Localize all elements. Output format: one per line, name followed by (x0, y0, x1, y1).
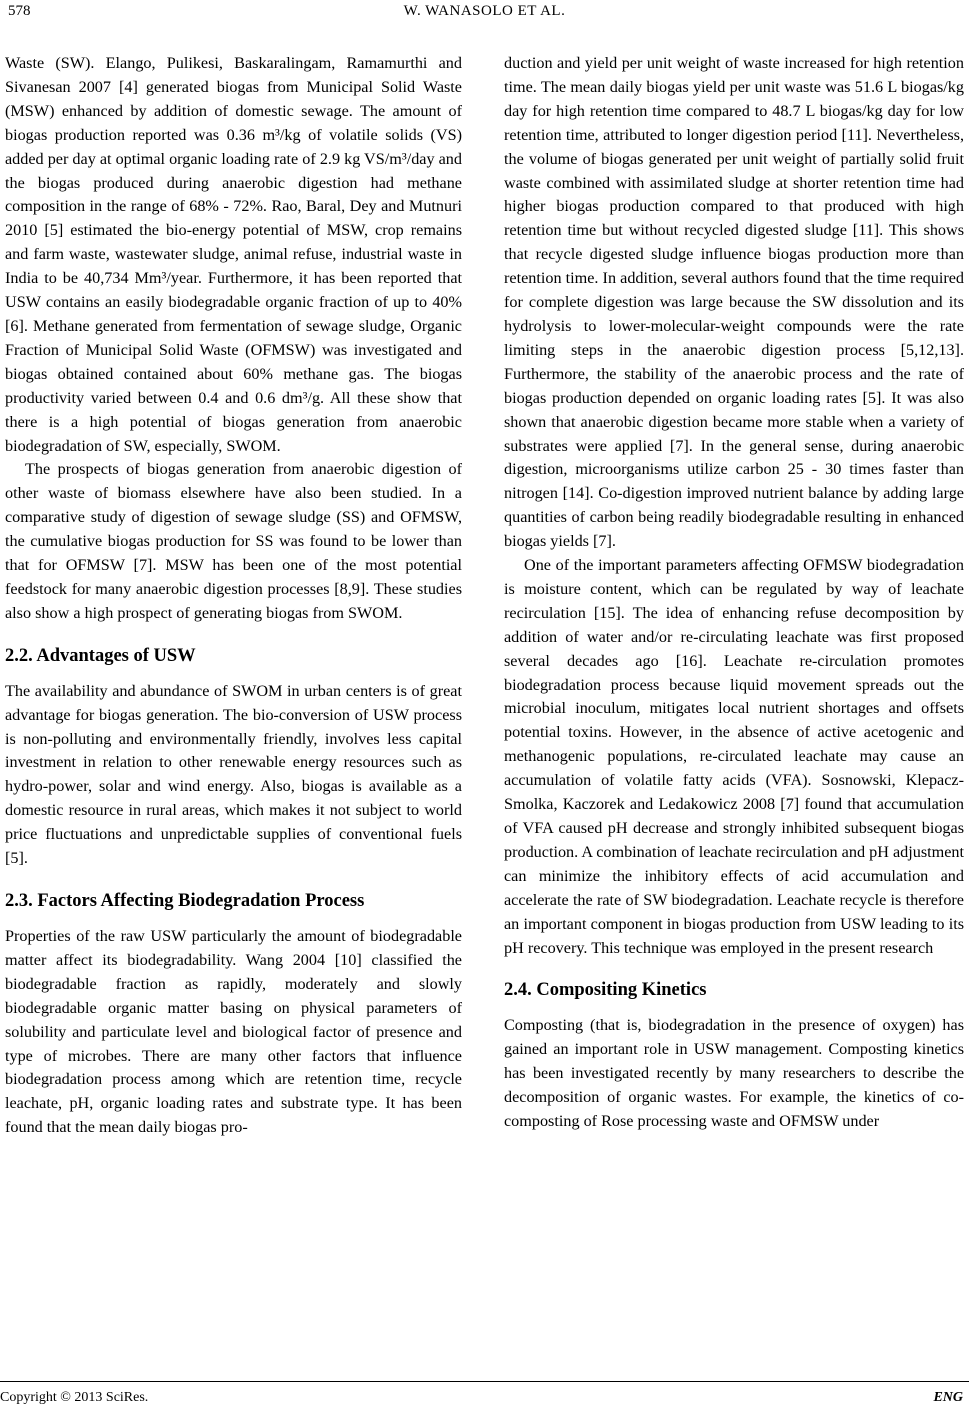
section-heading: 2.3. Factors Affecting Biodegradation Process (5, 891, 365, 911)
footer-rule (0, 1381, 969, 1382)
running-head: W. WANASOLO ET AL. (403, 3, 566, 19)
paragraph: The availability and abundance of SWOM in urban centers is of great advantage for biogas generation. The bio-conversion of USW process is non-polluting and environmentally friendly, involves less capital investment in relation to other renewable energy resources such as hydro-power, solar and wind energy. Also, biogas is available as a domestic resource in rural areas, which makes it not subject to world price fluctuations and unpredictable supplies of conventional fuels [5]. (5, 681, 462, 868)
paragraph: Waste (SW). Elango, Pulikesi, Baskaralingam, Ramamurthi and Sivanesan 2007 [4] generated biogas from Municipal Solid Waste (MSW) enhanced by addition of domestic sewage. The amount of biogas production reported was 0.36 m³/kg of volatile solids (VS) added per day at optimal organic loading rate of 2.9 kg VS/m³/day and the biogas produced during anaerobic digestion had methane composition in the range of 68% - 72%. Rao, Baral, Dey and Mutnuri 2010 [5] estimated the bio-energy potential of MSW, crop remains and farm waste, wastewater sludge, animal refuse, industrial waste in India to be 40,734 Mm³/year. Furthermore, it has been reported that USW contains an easily biodegradable organic fraction of up to 40% [6]. Methane generated from fermentation of sewage sludge, Organic Fraction of Municipal Solid Waste (OFMSW) was investigated and biogas obtained contained about 60% methane gas. The biogas productivity varied between 0.4 and 0.6 dm³/g. All these show that there is a high potential of biogas generation from anaerobic biodegradation of SW, especially, SWOM. (5, 54, 462, 455)
paragraph: Composting (that is, biodegradation in the presence of oxygen) has gained an important role in USW management. Composting kinetics has been investigated recently by many researchers to describe the decomposition of organic wastes. For example, the kinetics of co-composting of Rose processing waste and OFMSW under (504, 1016, 964, 1131)
left-column (5, 52, 462, 1140)
paragraph: The prospects of biogas generation from anaerobic digestion of other waste of biomass elsewhere have also been studied. In a comparative study of digestion of sewage sludge (SS) and OFMSW, the cumulative biogas production for SS was found to be lower than that for OFMSW [7]. MSW has been one of the most potential feedstock for many anaerobic digestion processes [8,9]. These studies also show a high prospect of generating biogas from SWOM. (5, 460, 462, 622)
copyright-notice: Copyright © 2013 SciRes. (0, 1390, 149, 1405)
page-header (0, 0, 969, 30)
right-column (504, 52, 964, 1134)
paragraph: Properties of the raw USW particularly the amount of biodegradable matter affect its biodegradability. Wang 2004 [10] classified the biodegradable fraction as rapidly, moderately and slowly biodegradable organic matter basing on physical parameters of solubility and particulate level and biological factor of presence and type of microbes. There are many other factors that influence biodegradation process among which are retention time, recycle leachate, pH, organic loading rates and substrate type. It has been found that the mean daily biogas pro- (5, 927, 462, 1137)
page-number: 578 (8, 3, 31, 19)
section-heading: 2.2. Advantages of USW (5, 645, 196, 666)
section-heading: 2.4. Compositing Kinetics (504, 980, 707, 1001)
paragraph: One of the important parameters affecting OFMSW biodegradation is moisture content, which can be regulated by way of leachate recirculation [15]. The idea of enhancing refuse decomposition by addition of water and/or re-circulating leachate was first proposed several decades ago [16]. Leachate re-circulation promotes biodegradation process because liquid movement spreads out the microbial inoculum, mitigates local nutrient shortages and offsets potential toxins. However, in the absence of active acetogenic and methanogenic populations, re-circulated leachate may cause an accumulation of volatile fatty acids (VFA). Sosnowski, Klepacz-Smolka, Kaczorek and Ledakowicz 2008 [7] found that accumulation of VFA caused pH decrease and strongly inhibited subsequent biogas production. A combination of leachate recirculation and pH adjustment can minimize the inhibitory effects of acid accumulation and accelerate the rate of SW biodegradation. Leachate recycle is therefore an important component in biogas production from USW leading to its pH recovery. This technique was employed in the present research (504, 556, 964, 957)
paragraph: duction and yield per unit weight of waste increased for high retention time. The mean daily biogas yield per unit waste was 51.6 L biogas/kg day for high retention time compared to 48.7 L biogas/kg day for low retention time, attributed to longer digestion period [11]. Nevertheless, the volume of biogas generated per unit weight of partially solid fruit waste combined with assimilated sludge at shorter retention time had higher biogas production compared to that produced with high retention time but without recycled digested sludge [11]. This shows that recycle digested sludge influence biogas production more than retention time. In addition, several authors found that the time required for complete digestion was large because the SW dissolution and its hydrolysis to lower-molecular-weight compounds were the rate limiting steps in the anaerobic digestion process [5,12,13]. Furthermore, the stability of the anaerobic process and the rate of biogas production depended on organic loading rates [5]. It was also shown that anaerobic digestion became more stable when a variety of substrates were applied [7]. In the general sense, during anaerobic digestion, microorganisms utilize carbon 25 - 30 times faster than nitrogen [14]. Co-digestion improved nutrient balance by adding large quantities of carbon being readily biodegradable resulting in enhanced biogas yields [7]. (504, 54, 964, 551)
journal-abbrev: ENG (933, 1390, 963, 1405)
